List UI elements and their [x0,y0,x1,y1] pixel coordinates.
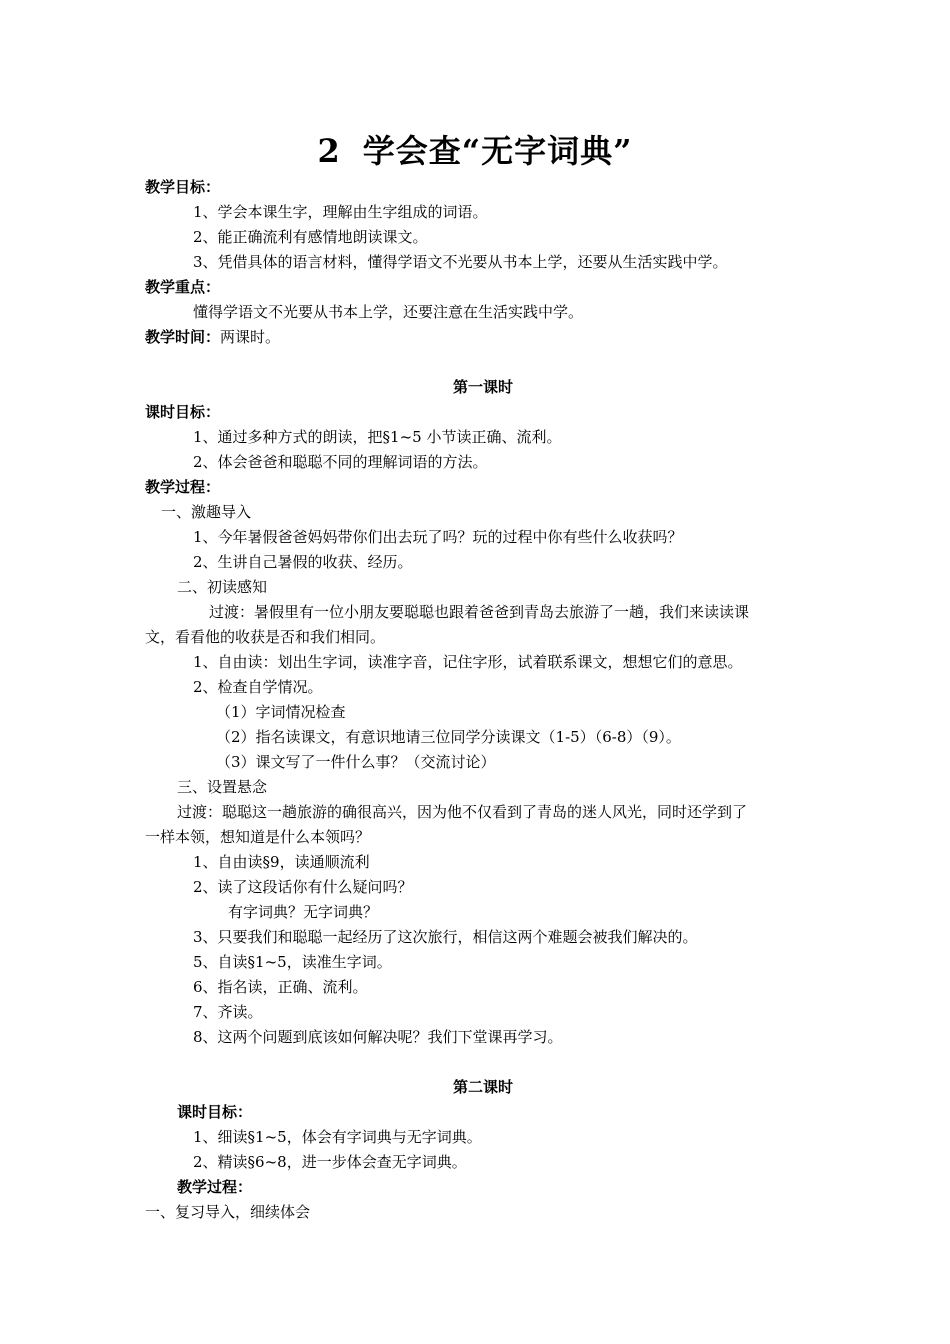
process-line: 2、读了这段话你有什么疑问吗？ [193,878,413,896]
lesson-number: 2 [317,132,341,170]
lesson1-heading: 第一课时 [452,378,513,396]
teaching-time-heading: 教学时间： [145,328,221,346]
process-line: （1）字词情况检查 [216,703,346,721]
process-line: 三、设置悬念 [177,778,268,796]
process-line: 过渡：聪聪这一趟旅游的确很高兴，因为他不仅看到了青岛的迷人风光，同时还学到了 [177,803,748,821]
process-line: （3）课文写了一件什么事？（交流讨论） [216,753,496,771]
lesson1-objectives-heading: 课时目标： [145,403,221,421]
process-line: 5、自读§1~5，读准生字词。 [193,953,392,971]
process-line: 3、只要我们和聪聪一起经历了这次旅行，相信这两个难题会被我们解决的。 [193,928,698,946]
process-line: 一样本领，想知道是什么本领吗？ [145,828,371,846]
lesson-title: 学会查“无字词典” [362,132,633,170]
lesson1-objective: 1、通过多种方式的朗读，把§1~5 小节读正确、流利。 [193,428,562,446]
process-line: 2、检查自学情况。 [193,678,323,696]
process-line: 一、激趣导入 [161,503,252,521]
process-line: 1、自由读：划出生字词，读准字音，记住字形，试着联系课文，想想它们的意思。 [193,653,743,671]
process-line: 文，看看他的收获是否和我们相同。 [145,628,386,646]
process-line: 有字词典？无字词典？ [228,903,379,921]
process-line: 一、复习导入，细续体会 [145,1203,311,1221]
process-line: 2、生讲自己暑假的收获、经历。 [193,553,413,571]
process-line: 过渡：暑假里有一位小朋友要聪聪也跟着爸爸到青岛去旅游了一趟，我们来读读课 [209,603,750,621]
process-line: 1、自由读§9，读通顺流利 [193,853,370,871]
key-point-heading: 教学重点： [145,278,221,296]
process-line: 二、初读感知 [177,578,268,596]
objectives-heading: 教学目标： [145,178,221,196]
objective-item: 3、凭借具体的语言材料，懂得学语文不光要从书本上学，还要从生活实践中学。 [193,253,728,271]
lesson2-heading: 第二课时 [452,1078,513,1096]
lesson1-objective: 2、体会爸爸和聪聪不同的理解词语的方法。 [193,453,488,471]
lesson2-objective: 1、细读§1~5，体会有字词典与无字词典。 [193,1128,482,1146]
teaching-time [145,325,280,349]
objective-item: 1、学会本课生字，理解由生字组成的词语。 [193,203,488,221]
page-title [0,126,950,172]
key-point-text: 懂得学语文不光要从书本上学，还要注意在生活实践中学。 [193,303,584,321]
process-line: 1、今年暑假爸爸妈妈带你们出去玩了吗？玩的过程中你有些什么收获吗？ [193,528,683,546]
lesson1-process-heading: 教学过程： [145,478,221,496]
teaching-time-text: 两课时。 [220,328,281,346]
process-line: 6、指名读，正确、流利。 [193,978,368,996]
lesson2-process-heading: 教学过程： [177,1178,253,1196]
objective-item: 2、能正确流利有感情地朗读课文。 [193,228,428,246]
process-line: 7、齐读。 [193,1003,263,1021]
process-line: （2）指名读课文，有意识地请三位同学分读课文（1-5）（6-8）（9）。 [216,728,681,746]
process-line: 8、这两个问题到底该如何解决呢？我们下堂课再学习。 [193,1028,563,1046]
lesson2-objectives-heading: 课时目标： [177,1103,253,1121]
lesson2-objective: 2、精读§6~8，进一步体会查无字词典。 [193,1153,467,1171]
